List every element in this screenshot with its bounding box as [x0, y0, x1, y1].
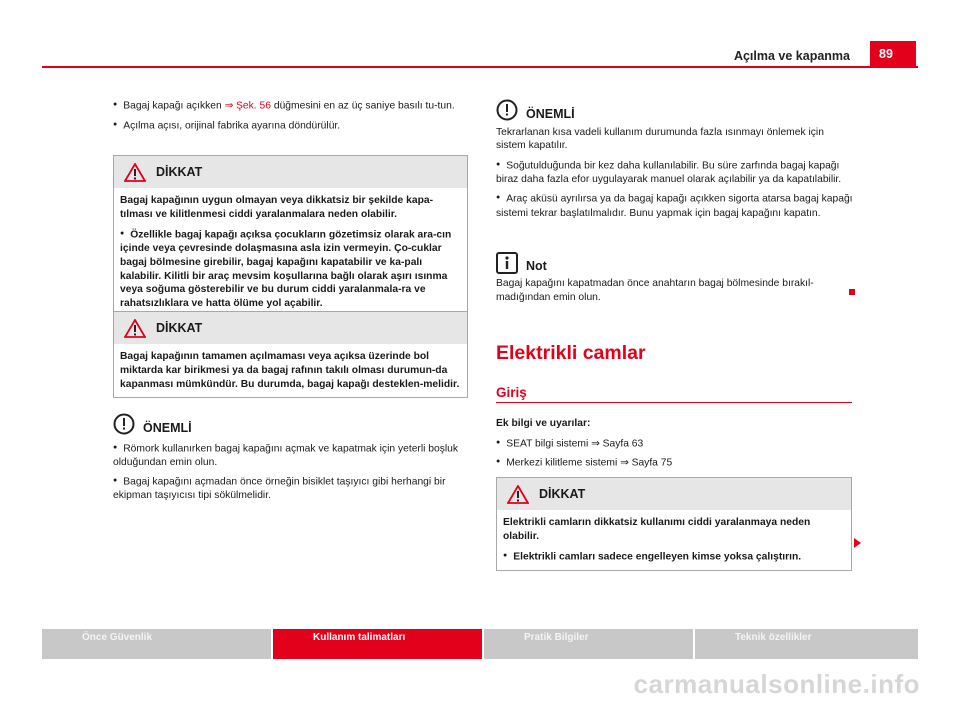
warning-box [496, 477, 852, 571]
list-item: ● Bagaj kapağını açmadan önce örneğin bisiklet taşıyıcı gibi herhangi bir ekipman taşıyıcısı tipi sökülmelidir. [113, 475, 473, 503]
important-header: ÖNEMLİ [113, 412, 473, 436]
warning-box [113, 155, 468, 318]
list-item: ● SEAT bilgi sistemi ⇒ Sayfa 63 [496, 437, 856, 451]
right-important-section [496, 98, 856, 228]
warning-header: DİKKAT [497, 478, 851, 510]
info-note-icon [496, 252, 518, 274]
note-text: Bagaj kapağını kapatmadan önce anahtarın bagaj bölmesinde bırakıl-madığından emin olun. [496, 278, 814, 303]
list-item: ● Bagaj kapağı açıkken ⇒ Şek. 56 düğmesini en az üç saniye basılı tu-tun. [113, 99, 473, 113]
footer-tab-safety[interactable]: Önce Güvenlik [42, 629, 271, 659]
page-number: 89 [870, 41, 916, 67]
footer-tab-operation[interactable]: Kullanım talimatları [273, 629, 482, 659]
warning-box [113, 311, 468, 398]
footer-tab-practical[interactable]: Pratik Bilgiler [484, 629, 693, 659]
page-header-title: Açılma ve kapanma [733, 49, 850, 63]
section-title: Elektrikli camlar [496, 342, 646, 364]
list-item: ● Römork kullanırken bagaj kapağını açmak ve kapatmak için yeterli boşluk olduğundan emin olun. [113, 442, 473, 470]
continue-arrow-icon [854, 538, 861, 548]
important-header: ÖNEMLİ [496, 98, 856, 122]
warning-triangle-icon [507, 485, 529, 504]
exclamation-circle-icon [496, 99, 518, 121]
warning-triangle-icon [124, 163, 146, 182]
warning-text: Bagaj kapağının uygun olmayan veya dikkatsiz bir şekilde kapa-tılması ve kilitlenmesi ciddi yaralanmalara neden olabilir. [120, 195, 434, 220]
footer-tab-technical[interactable]: Teknik özellikler [695, 629, 918, 659]
exclamation-circle-icon [113, 413, 135, 435]
left-column [113, 99, 473, 141]
warning-header: DİKKAT [114, 156, 467, 188]
important-section [113, 412, 473, 511]
warning-text: Bagaj kapağının tamamen açılmaması veya açıksa üzerinde bol miktarda kar birikmesi ya da bagaj rafının takılı olması durumun-da kapanması mümkündür. Bu durumda, bagaj kapağı desteklen-melidir. [120, 351, 460, 390]
section-end-marker [849, 289, 855, 295]
page-reference-link[interactable]: ⇒ Sayfa 63 [591, 438, 644, 450]
important-text: Tekrarlanan kısa vadeli kullanım durumunda fazla ısınmayı önlemek için sistem kapatılır. [496, 126, 824, 152]
subsection-rule [496, 402, 852, 403]
list-item: ● Araç aküsü ayrılırsa ya da bagaj kapağı açıkken sigorta atarsa bagaj kapağı sistemi tekrar başlatılmalıdır. Bunu yapmak için bagaj kapağını kapatın. [496, 192, 856, 220]
warning-text: Elektrikli camların dikkatsiz kullanımı ciddi yaralanmaya neden olabilir. [503, 517, 811, 542]
subsection-title: Giriş [496, 385, 527, 400]
page-reference-link[interactable]: ⇒ Sayfa 75 [620, 457, 673, 469]
watermark: carmanualsonline.info [633, 669, 920, 699]
note-section [496, 252, 856, 312]
warning-bullet: ● Elektrikli camları sadece engelleyen kimse yoksa çalıştırın. [503, 550, 845, 564]
note-header: Not [496, 252, 856, 274]
header-rule [42, 66, 918, 68]
list-item: ● Soğutulduğunda bir kez daha kullanılabilir. Bu süre zarfında bagaj kapağı biraz daha fazla efor uygulayarak manuel olarak açılabilir ya da kapatılabilir. [496, 159, 856, 187]
list-item: ● Açılma açısı, orijinal fabrika ayarına döndürülür. [113, 119, 473, 133]
list-item: ● Merkezi kilitleme sistemi ⇒ Sayfa 75 [496, 456, 856, 470]
info-label: Ek bilgi ve uyarılar: [496, 418, 591, 429]
info-links-section [496, 417, 856, 478]
warning-bullet: ● Özellikle bagaj kapağı açıksa çocukların gözetimsiz olarak ara-cın içinde veya çevresinde dolaşmasına asla izin vermeyin. Ço-cuklar bagaj bölmesine girebilir, bagaj kapağını kapatabilir ve ka-palı kalabilir. Kilitli bir araç mevsim koşullarına bağlı olarak aşırı ısınma veya soğuma gösterebilir ve bu durum ciddi yaralanmala-ra ve rahatsızlıklara ve hatta ölüme yol açabilir. [120, 228, 461, 311]
figure-reference-link[interactable]: ⇒ Şek. 56 [224, 100, 271, 112]
warning-header: DİKKAT [114, 312, 467, 344]
warning-triangle-icon [124, 319, 146, 338]
